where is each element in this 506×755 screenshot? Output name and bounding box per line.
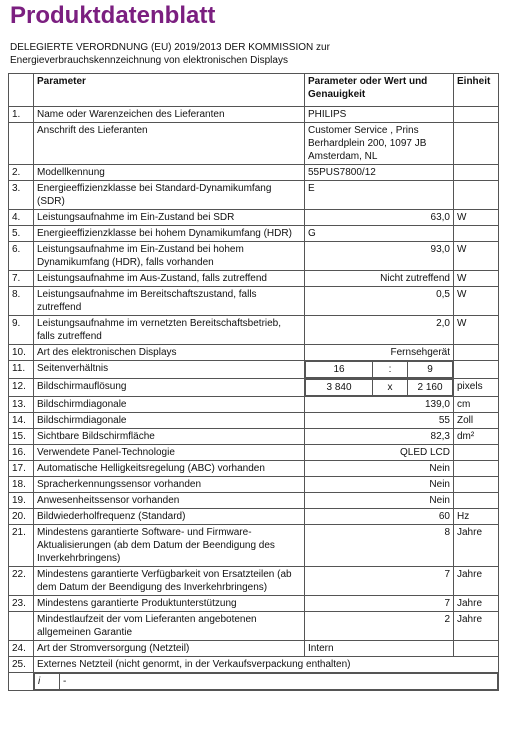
row-value: Intern [305, 641, 454, 657]
row-unit: Zoll [454, 413, 499, 429]
row-parameter: Verwendete Panel-Technologie [34, 445, 305, 461]
table-row [9, 429, 499, 445]
row-unit [454, 641, 499, 657]
row-unit: Jahre [454, 567, 499, 596]
row-number: 4. [9, 210, 34, 226]
row-number [9, 673, 34, 691]
subtitle-line-2: Energieverbrauchskennzeichnung von elektronischen Displays [10, 55, 288, 66]
row-unit: dm² [454, 429, 499, 445]
row-number: 3. [9, 181, 34, 210]
row-value: 60 [305, 509, 454, 525]
header-parameter: Parameter [34, 74, 305, 107]
row-parameter: Leistungsaufnahme im vernetzten Bereitschaftsbetrieb, falls zutreffend [34, 316, 305, 345]
row-unit: W [454, 316, 499, 345]
row-number: 1. [9, 107, 34, 123]
table-row [9, 287, 499, 316]
table-row [9, 271, 499, 287]
row-unit: W [454, 242, 499, 271]
row-number: 16. [9, 445, 34, 461]
row-number: 9. [9, 316, 34, 345]
row-number: 5. [9, 226, 34, 242]
row-unit: Jahre [454, 525, 499, 567]
row-value: 7 [305, 567, 454, 596]
table-row [9, 316, 499, 345]
table-row [9, 477, 499, 493]
table-row [9, 657, 499, 673]
table-row [9, 397, 499, 413]
row-number: 11. [9, 361, 34, 379]
row-value: 8 [305, 525, 454, 567]
table-row [9, 242, 499, 271]
table-row [9, 226, 499, 242]
row-value: Nicht zutreffend [305, 271, 454, 287]
row-parameter: Leistungsaufnahme im Ein-Zustand bei SDR [34, 210, 305, 226]
row-unit: Jahre [454, 612, 499, 641]
row-unit [454, 493, 499, 509]
row-unit: Hz [454, 509, 499, 525]
row-unit: Jahre [454, 596, 499, 612]
table-row [9, 641, 499, 657]
ratio-separator: : [373, 362, 408, 378]
row-value: Nein [305, 477, 454, 493]
row-value: QLED LCD [305, 445, 454, 461]
row-value: 2,0 [305, 316, 454, 345]
datasheet-table [8, 73, 499, 691]
row-value: G [305, 226, 454, 242]
row-value: 63,0 [305, 210, 454, 226]
row-parameter: Mindestlaufzeit der vom Lieferanten angebotenen allgemeinen Garantie [34, 612, 305, 641]
resolution-separator: x [373, 380, 408, 396]
row-number: 10. [9, 345, 34, 361]
subitem-index: i [35, 674, 60, 690]
table-row [9, 107, 499, 123]
row-number: 7. [9, 271, 34, 287]
row-parameter: Energieeffizienzklasse bei hohem Dynamikumfang (HDR) [34, 226, 305, 242]
row-parameter: Bildschirmdiagonale [34, 397, 305, 413]
regulation-subtitle [10, 41, 480, 67]
row-value: 55PUS7800/12 [305, 165, 454, 181]
row-number: 22. [9, 567, 34, 596]
table-row [9, 612, 499, 641]
row-unit [454, 226, 499, 242]
row-value: Customer Service , Prins Berhardplein 200, 1097 JB Amsterdam, NL [305, 123, 454, 165]
header-unit: Einheit [454, 74, 499, 107]
row-number: 15. [9, 429, 34, 445]
row-unit [454, 107, 499, 123]
row-parameter: Bildschirmauflösung [34, 379, 305, 397]
row-unit: W [454, 271, 499, 287]
row-unit: pixels [454, 379, 499, 397]
row-number: 24. [9, 641, 34, 657]
resolution-height: 2 160 [408, 380, 453, 396]
ratio-width: 16 [306, 362, 373, 378]
row-unit [454, 181, 499, 210]
table-row [9, 413, 499, 429]
header-value: Parameter oder Wert und Genauigkeit [305, 74, 454, 107]
table-row [9, 181, 499, 210]
row-parameter: Mindestens garantierte Software- und Firmware-Aktualisierungen (ab dem Datum der Beendigung des Inverkehrbringens) [34, 525, 305, 567]
table-row [9, 461, 499, 477]
row-parameter: Mindestens garantierte Verfügbarkeit von Ersatzteilen (ab dem Datum der Beendigung des Inverkehrbringens) [34, 567, 305, 596]
row-number: 20. [9, 509, 34, 525]
table-header-row [9, 74, 499, 107]
row-number: 2. [9, 165, 34, 181]
row-number: 8. [9, 287, 34, 316]
row-number: 19. [9, 493, 34, 509]
row-parameter: Seitenverhältnis [34, 361, 305, 379]
row-number: 25. [9, 657, 34, 673]
row-value-split [305, 379, 454, 397]
row-parameter: Sichtbare Bildschirmfläche [34, 429, 305, 445]
table-row [9, 123, 499, 165]
page-title: Produktdatenblatt [10, 2, 216, 29]
table-row [9, 567, 499, 596]
row-parameter: Art der Stromversorgung (Netzteil) [34, 641, 305, 657]
resolution-split [305, 379, 453, 396]
row-number [9, 612, 34, 641]
row-unit [454, 445, 499, 461]
row-value: 82,3 [305, 429, 454, 445]
row-parameter: Energieeffizienzklasse bei Standard-Dynamikumfang (SDR) [34, 181, 305, 210]
row-parameter: Bildschirmdiagonale [34, 413, 305, 429]
table-row [9, 525, 499, 567]
row-value-split [305, 361, 454, 379]
table-row [9, 379, 499, 397]
row-value: 2 [305, 612, 454, 641]
row-number: 18. [9, 477, 34, 493]
row-unit: W [454, 210, 499, 226]
row-parameter-wide: Externes Netzteil (nicht genormt, in der Verkaufsverpackung enthalten) [34, 657, 499, 673]
row-parameter: Leistungsaufnahme im Ein-Zustand bei hohem Dynamikumfang (HDR), falls vorhanden [34, 242, 305, 271]
row-unit [454, 123, 499, 165]
row-number: 21. [9, 525, 34, 567]
table-row [9, 165, 499, 181]
row-unit: cm [454, 397, 499, 413]
row-parameter: Bildwiederholfrequenz (Standard) [34, 509, 305, 525]
row-value: 55 [305, 413, 454, 429]
row-number: 12. [9, 379, 34, 397]
row-subitem [34, 673, 499, 691]
table-row [9, 210, 499, 226]
row-value: 139,0 [305, 397, 454, 413]
row-unit [454, 345, 499, 361]
row-number: 23. [9, 596, 34, 612]
row-unit [454, 461, 499, 477]
table-row [9, 361, 499, 379]
resolution-width: 3 840 [306, 380, 373, 396]
row-parameter: Mindestens garantierte Produktunterstützung [34, 596, 305, 612]
row-number: 6. [9, 242, 34, 271]
subtitle-line-1: DELEGIERTE VERORDNUNG (EU) 2019/2013 DER KOMMISSION zur [10, 42, 330, 53]
table-row [9, 673, 499, 691]
row-value: E [305, 181, 454, 210]
row-parameter: Spracherkennungssensor vorhanden [34, 477, 305, 493]
table-row [9, 493, 499, 509]
row-value: 7 [305, 596, 454, 612]
row-unit: W [454, 287, 499, 316]
row-number [9, 123, 34, 165]
row-unit [454, 361, 499, 379]
row-unit [454, 165, 499, 181]
row-value: 0,5 [305, 287, 454, 316]
row-parameter: Modellkennung [34, 165, 305, 181]
row-value: PHILIPS [305, 107, 454, 123]
row-number: 14. [9, 413, 34, 429]
table-row [9, 596, 499, 612]
row-parameter: Leistungsaufnahme im Bereitschaftszustand, falls zutreffend [34, 287, 305, 316]
subitem-value: - [60, 674, 498, 690]
table-row [9, 509, 499, 525]
ratio-split [305, 361, 453, 378]
row-value: Nein [305, 493, 454, 509]
row-parameter: Anschrift des Lieferanten [34, 123, 305, 165]
row-parameter: Leistungsaufnahme im Aus-Zustand, falls zutreffend [34, 271, 305, 287]
table-row [9, 345, 499, 361]
row-number: 17. [9, 461, 34, 477]
table-row [9, 445, 499, 461]
row-value: 93,0 [305, 242, 454, 271]
row-number: 13. [9, 397, 34, 413]
row-value: Nein [305, 461, 454, 477]
header-num [9, 74, 34, 107]
row-parameter: Automatische Helligkeitsregelung (ABC) vorhanden [34, 461, 305, 477]
row-parameter: Name oder Warenzeichen des Lieferanten [34, 107, 305, 123]
row-parameter: Art des elektronischen Displays [34, 345, 305, 361]
subitem-split [34, 673, 498, 690]
row-unit [454, 477, 499, 493]
row-value: Fernsehgerät [305, 345, 454, 361]
row-parameter: Anwesenheitssensor vorhanden [34, 493, 305, 509]
ratio-height: 9 [408, 362, 453, 378]
